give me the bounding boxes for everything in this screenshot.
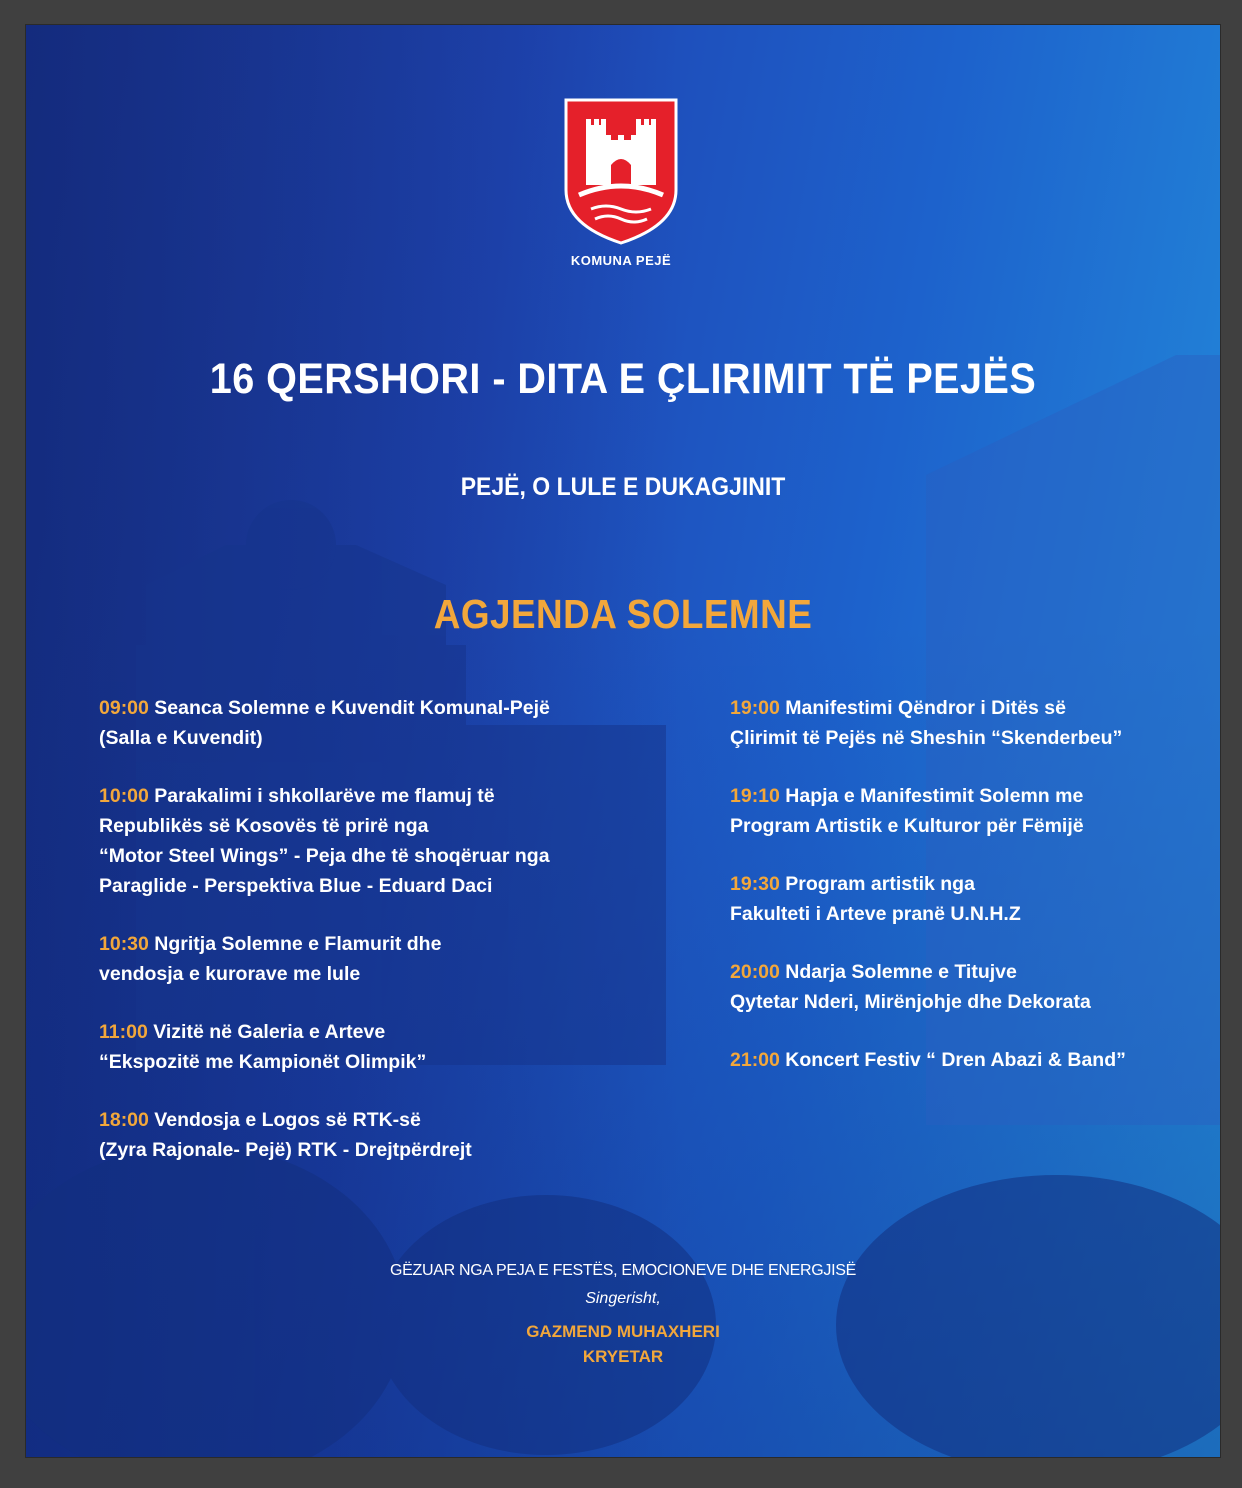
sign-off: Singerisht, <box>585 1290 661 1307</box>
agenda-text: Ndarja Solemne e Titujve <box>785 961 1017 983</box>
agenda-item <box>730 781 1190 841</box>
agenda-text: Vendosja e Logos së RTK-së <box>154 1109 421 1131</box>
agenda-item-line <box>99 959 619 989</box>
page-subtitle: PEJË, O LULE E DUKAGJINIT <box>460 473 786 501</box>
agenda-item <box>99 1017 619 1077</box>
komuna-peje-crest-icon <box>561 95 681 245</box>
logo-caption: KOMUNA PEJË <box>570 253 672 268</box>
agenda-heading: AGJENDA SOLEMNE <box>433 591 813 637</box>
agenda-item-line <box>99 693 619 723</box>
agenda-time: 09:00 <box>99 697 149 719</box>
agenda-text: Çlirimit të Pejës në Sheshin “Skenderbeu” <box>730 727 1123 749</box>
agenda-text: Ngritja Solemne e Flamurit dhe <box>154 933 442 955</box>
agenda-item-line <box>99 781 619 811</box>
agenda-time: 10:30 <box>99 933 149 955</box>
agenda-item <box>99 1105 619 1165</box>
agenda-item-line <box>99 811 619 841</box>
agenda-time: 18:00 <box>99 1109 149 1131</box>
agenda-left-column <box>99 693 619 1165</box>
agenda-text: (Zyra Rajonale- Pejë) RTK - Drejtpërdrejt <box>99 1139 472 1161</box>
agenda-time: 21:00 <box>730 1049 780 1071</box>
agenda-time: 19:30 <box>730 873 780 895</box>
agenda-text: “Motor Steel Wings” - Peja dhe të shoqëruar nga <box>99 845 550 867</box>
agenda-text: Fakulteti i Arteve pranë U.N.H.Z <box>730 903 1021 925</box>
agenda-item <box>730 693 1190 753</box>
agenda-text: Manifestimi Qëndror i Ditës së <box>785 697 1066 719</box>
agenda-time: 10:00 <box>99 785 149 807</box>
poster <box>25 24 1221 1458</box>
agenda-item-line <box>99 929 619 959</box>
agenda-item-line <box>99 1047 619 1077</box>
agenda-text: Seanca Solemne e Kuvendit Komunal-Pejë <box>154 697 550 719</box>
agenda-item-line <box>730 899 1190 929</box>
agenda-text: (Salla e Kuvendit) <box>99 727 263 749</box>
agenda-item <box>730 957 1190 1017</box>
agenda-item-line <box>730 693 1190 723</box>
agenda-time: 20:00 <box>730 961 780 983</box>
agenda-item-line <box>730 781 1190 811</box>
agenda-right-column <box>730 693 1190 1075</box>
agenda-item-line <box>730 811 1190 841</box>
agenda-item-line <box>99 1105 619 1135</box>
agenda-item <box>730 1045 1190 1075</box>
agenda-item-line <box>730 869 1190 899</box>
agenda-text: Program Artistik e Kulturor për Fëmijë <box>730 815 1084 837</box>
agenda-item-line <box>99 871 619 901</box>
agenda-item-line <box>99 1135 619 1165</box>
agenda-time: 19:00 <box>730 697 780 719</box>
agenda-item-line <box>730 723 1190 753</box>
agenda-text: Parakalimi i shkollarëve me flamuj të <box>154 785 495 807</box>
agenda-time: 19:10 <box>730 785 780 807</box>
agenda-time: 11:00 <box>99 1021 148 1043</box>
agenda-text: Qytetar Nderi, Mirënjohje dhe Dekorata <box>730 991 1091 1013</box>
agenda-item <box>99 693 619 753</box>
agenda-item <box>730 869 1190 929</box>
agenda-item <box>99 781 619 901</box>
page-title: 16 QERSHORI - DITA E ÇLIRIMIT TË PEJËS <box>209 355 1037 403</box>
signatory-role: KRYETAR <box>582 1347 664 1366</box>
agenda-text: vendosja e kurorave me lule <box>99 963 361 985</box>
agenda-text: Paraglide - Perspektiva Blue - Eduard Daci <box>99 875 493 897</box>
agenda-text: Vizitë në Galeria e Arteve <box>153 1021 386 1043</box>
agenda-text: Republikës së Kosovës të prirë nga <box>99 815 429 837</box>
agenda-item-line <box>99 723 619 753</box>
agenda-item-line <box>99 841 619 871</box>
signatory-name: GAZMEND MUHAXHERI <box>526 1322 720 1341</box>
agenda-item-line <box>730 957 1190 987</box>
agenda-text: Hapja e Manifestimit Solemn me <box>785 785 1084 807</box>
agenda-item <box>99 929 619 989</box>
agenda-item-line <box>730 987 1190 1017</box>
closing-message: GËZUAR NGA PEJA E FESTËS, EMOCIONEVE DHE ENERGJISË <box>390 1262 856 1279</box>
agenda-item-line <box>730 1045 1190 1075</box>
agenda-text: “Ekspozitë me Kampionët Olimpik” <box>99 1051 427 1073</box>
agenda-item-line <box>99 1017 619 1047</box>
agenda-text: Program artistik nga <box>785 873 975 895</box>
agenda-text: Koncert Festiv “ Dren Abazi & Band” <box>785 1049 1126 1071</box>
